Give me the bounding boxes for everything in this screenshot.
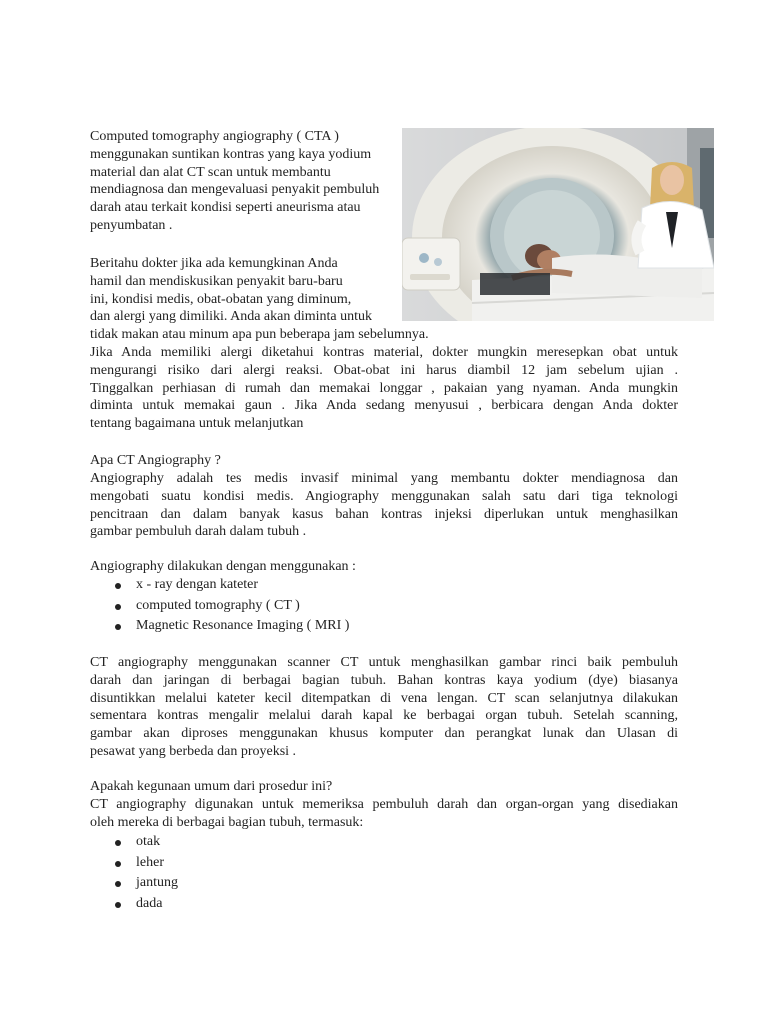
list-item: jantung <box>90 873 178 894</box>
text-line: Computed tomography angiography ( CTA ) <box>90 129 339 144</box>
list-item: otak <box>90 832 178 853</box>
intro-paragraph <box>90 128 379 235</box>
text-line: darah atau terkait kondisi seperti aneurisma atau <box>90 200 361 216</box>
text-line: diminta untuk memakai gaun . Jika Anda sedang menyusui , berbicara dengan Anda dokter <box>90 398 678 414</box>
text-line: pencitraan dan dalam banyak kasus bahan kontras injeksi diperlukan untuk menghasilkan <box>90 506 678 522</box>
heading-uses: Apakah kegunaan umum dari prosedur ini? <box>90 779 333 794</box>
heading-what: Apa CT Angiography ? <box>90 453 221 468</box>
text-line: CT angiography menggunakan scanner CT untuk menghasilkan gambar rinci baik pembuluh <box>90 655 678 670</box>
text-line: mengobati suatu kondisi medis. Angiography menggunakan salah satu dari tiga teknologi <box>90 488 678 504</box>
text-line: gambar akan diproses menggunakan khusus komputer dan perangkat lunak dan Ulasan di <box>90 726 678 742</box>
text-line: disuntikkan melalui kateter kecil ditempatkan di vena lengan. CT scan selanjutnya dilakukan <box>90 690 678 706</box>
text-line: Beritahu dokter jika ada kemungkinan Anda <box>90 256 338 271</box>
text-line: tentang bagaimana untuk melanjutkan <box>90 416 304 432</box>
text-line: oleh mereka di berbagai bagian tubuh, termasuk: <box>90 814 364 830</box>
text-line: Angiography dilakukan dengan menggunakan : <box>90 559 356 574</box>
list-item: computed tomography ( CT ) <box>90 596 349 617</box>
text-line: penyumbatan . <box>90 217 173 233</box>
section-heading <box>90 452 221 470</box>
text-line: CT angiography digunakan untuk memeriksa pembuluh darah dan organ-organ yang disediakan <box>90 797 678 812</box>
ct-scanner-photo <box>402 128 714 321</box>
list-item: dada <box>90 894 178 915</box>
list-item: leher <box>90 853 178 874</box>
text-line: ini, kondisi medis, obat-obatan yang diminum, <box>90 291 352 307</box>
list-item: Magnetic Resonance Imaging ( MRI ) <box>90 616 349 637</box>
text-line: darah dan jaringan di berbagai bagian tubuh. Bahan kontras kaya yodium (dye) biasanya <box>90 672 678 688</box>
text-line: Tinggalkan perhiasan di rumah dan memakai longgar , pakaian yang nyaman. Anda mungkin <box>90 380 678 396</box>
text-line: mengurangi risiko dari alergi reaksi. Obat-obat ini harus diambil 12 jam sebelum ujian . <box>90 362 678 378</box>
uses-paragraph <box>90 796 678 832</box>
uses-list <box>90 832 178 914</box>
text-line: material dan alat CT scan untuk membantu <box>90 164 331 180</box>
text-line: Angiography adalah tes medis invasif minimal yang membantu dokter mendiagnosa dan <box>90 471 678 486</box>
text-line: gambar pembuluh darah dalam tubuh . <box>90 524 307 540</box>
text-line: sementara kontras mengalir melalui darah kapal ke berbagai organ tubuh. Setelah scanning, <box>90 708 678 724</box>
text-line: hamil dan mendiskusikan penyakit baru-baru <box>90 273 343 289</box>
allergy-paragraph <box>90 344 678 433</box>
text-line: mendiagnosa dan mengevaluasi penyakit pembuluh <box>90 182 380 198</box>
text-line: Jika Anda memiliki alergi diketahui kontras material, dokter mungkin meresepkan obat untuk <box>90 345 678 360</box>
text-line: pesawat yang berbeda dan proyeksi . <box>90 743 297 759</box>
text-line: dan alergi yang dimiliki. Anda akan diminta untuk <box>90 309 373 325</box>
text-line: tidak makan atau minum apa pun beberapa jam sebelumnya. <box>90 327 429 343</box>
methods-intro <box>90 558 356 576</box>
ct-procedure-paragraph <box>90 654 678 761</box>
text-line: menggunakan suntikan kontras yang kaya yodium <box>90 146 372 162</box>
list-item: x - ray dengan kateter <box>90 575 349 596</box>
methods-list <box>90 575 349 637</box>
preparation-paragraph <box>90 255 429 344</box>
section-heading <box>90 778 332 796</box>
what-paragraph <box>90 470 678 541</box>
